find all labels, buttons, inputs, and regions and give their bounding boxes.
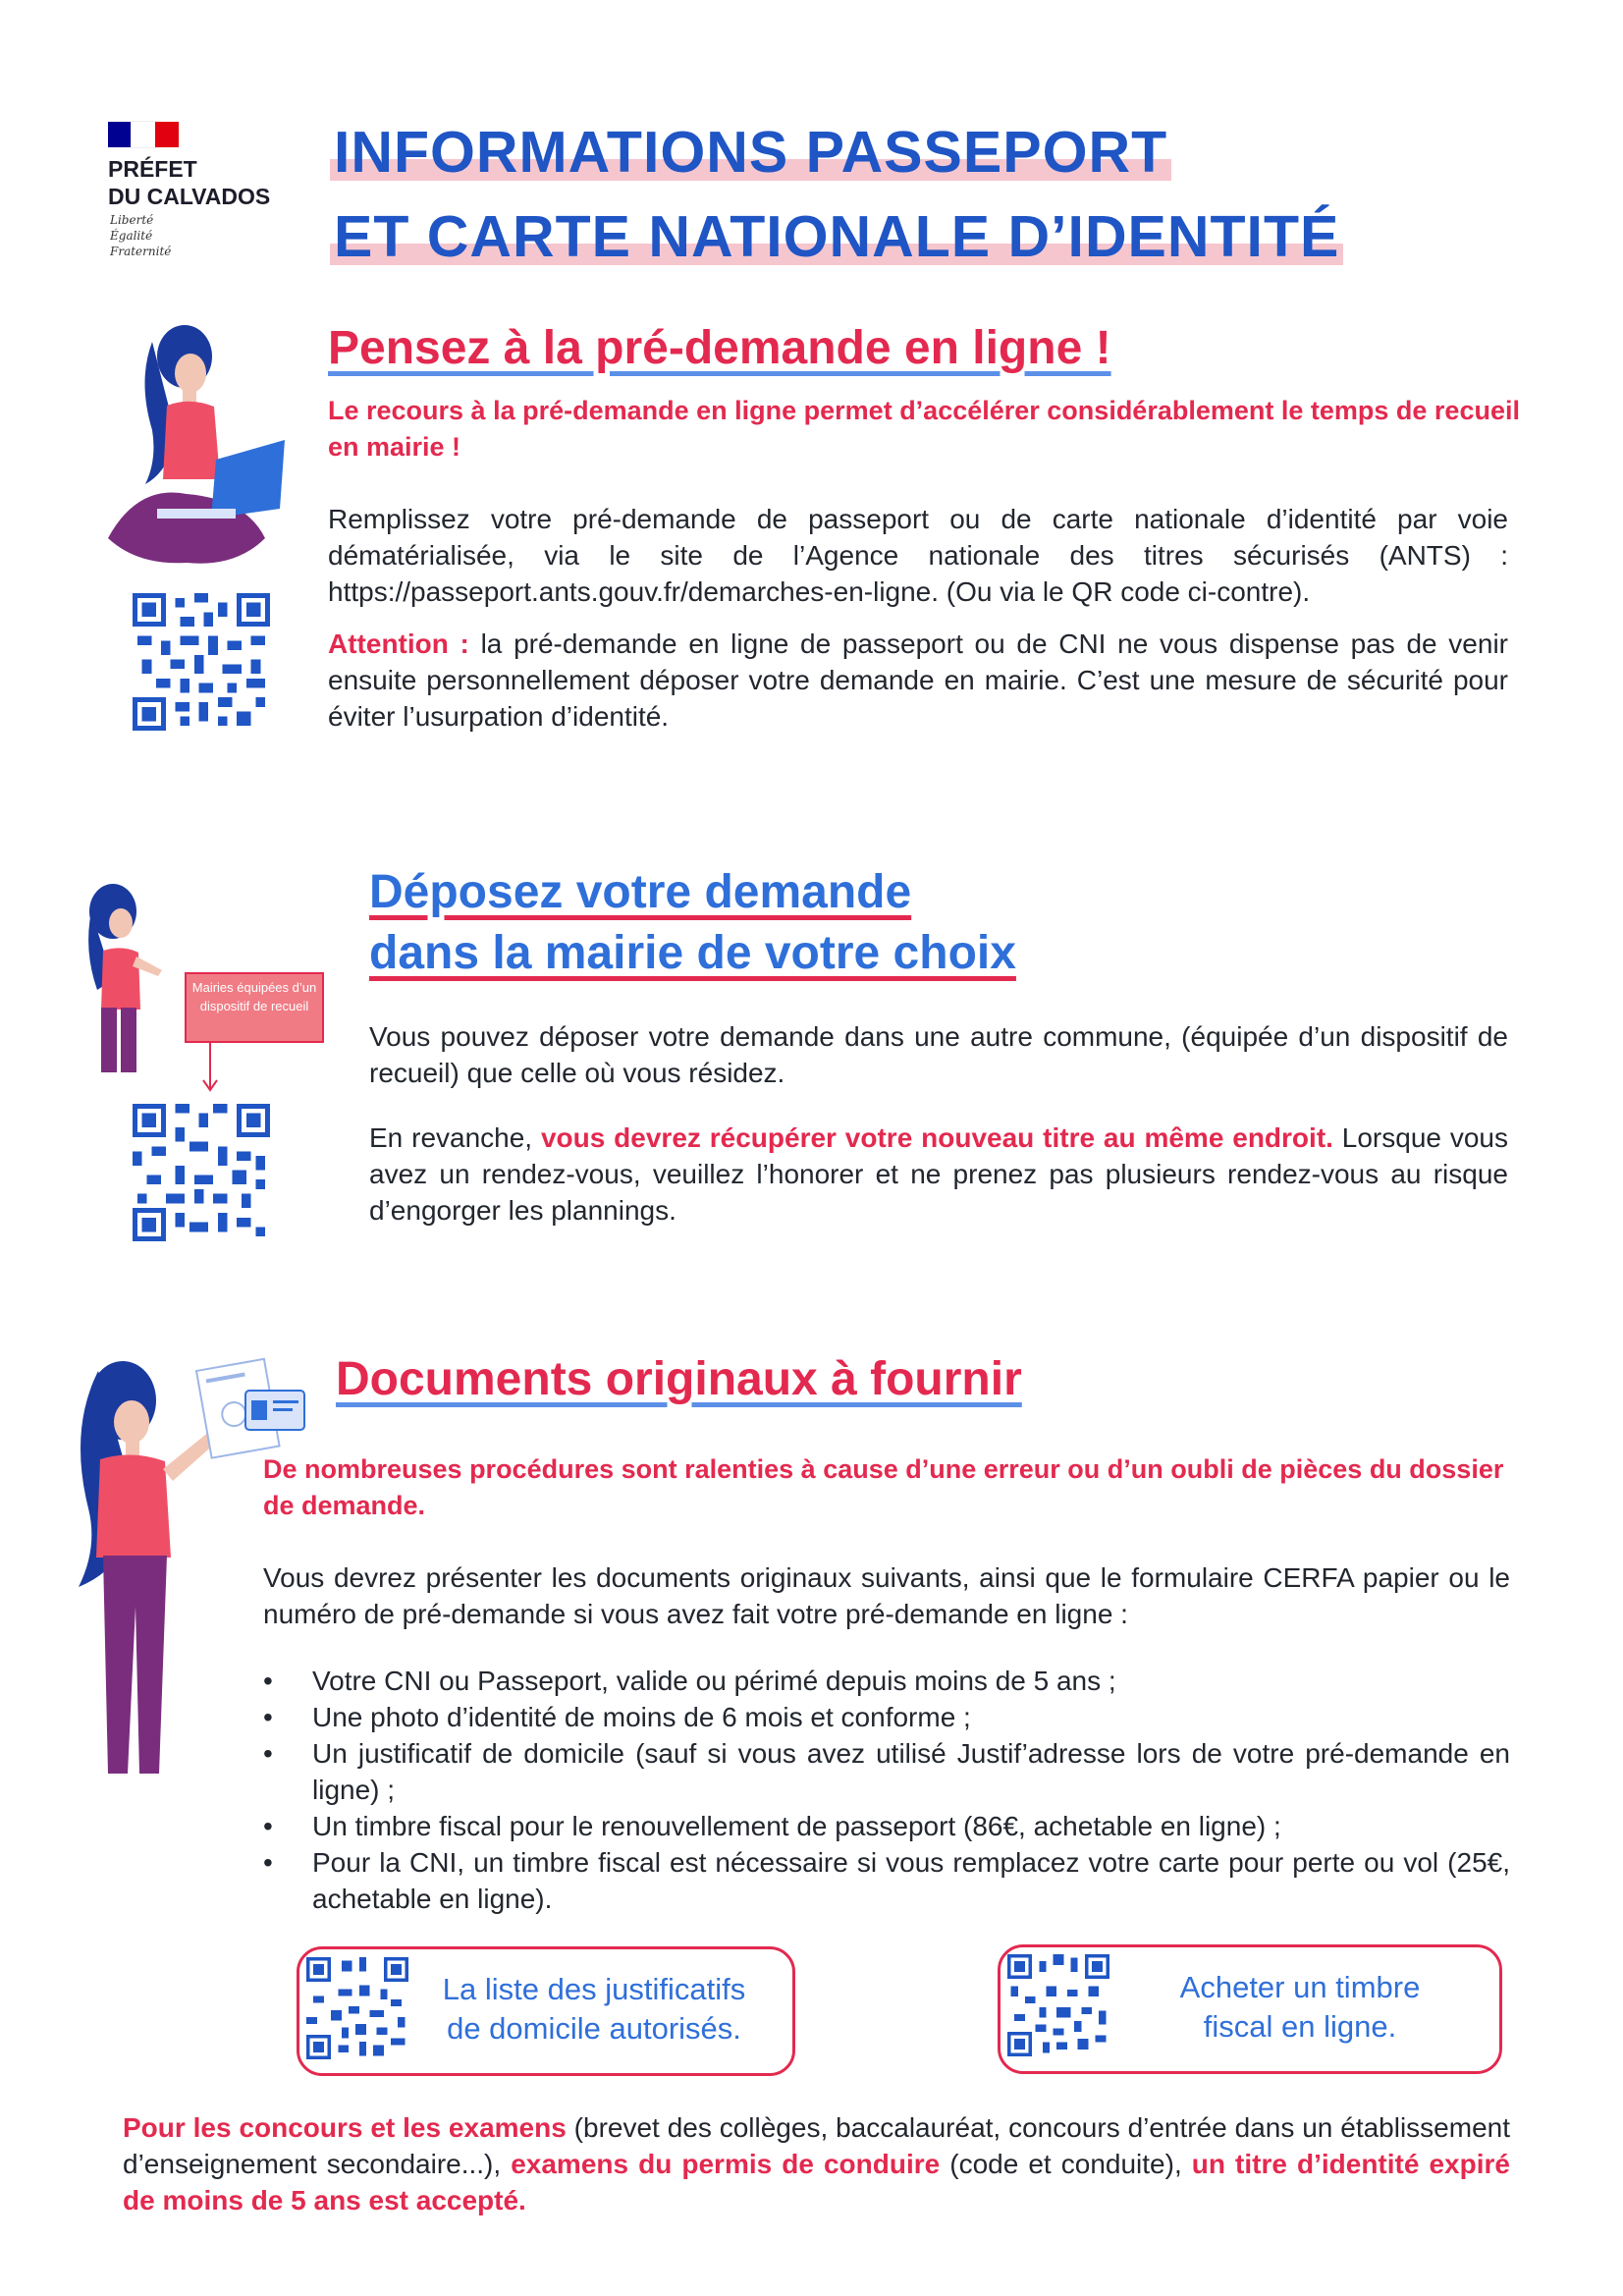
qr-code-ants-icon[interactable] — [133, 593, 270, 731]
list-item: • Pour la CNI, un timbre fiscal est nécessaire si vous remplacez votre carte pour perte ou vol (25€, achetable en ligne). — [263, 1844, 1510, 1917]
footer-part-5: un titre d’identité expiré de moins de 5 ans est accepté. — [123, 2149, 1510, 2215]
attention-text: la pré-demande en ligne de passeport ou de CNI ne vous dispense pas de venir ensuite personnellement déposer votre demande en mairie. C’est une mesure de sécurité pour éviter l’usurpation d’identité. — [328, 629, 1508, 732]
para2-highlight: vous devrez récupérer votre nouveau titre au même endroit. — [540, 1122, 1333, 1153]
section1-lead: Le recours à la pré-demande en ligne permet d’accélérer considérablement le temps de recueil en mairie ! — [328, 396, 1520, 462]
box1-line-2: de domicile autorisés. — [447, 2011, 741, 2046]
para2-start: En revanche, — [369, 1122, 541, 1153]
title-line-2: ET CARTE NATIONALE D’IDENTITÉ — [330, 194, 1343, 279]
page-title — [330, 110, 1343, 279]
required-documents-list — [263, 1663, 1510, 1917]
heading-line-2: dans la mairie de votre choix — [369, 927, 1016, 979]
logo-line-1: PRÉFET — [108, 156, 197, 182]
footer-part-2: (brevet des collèges, baccalauréat, concours d’entrée dans un établissement d’enseignement secondaire...), — [123, 2112, 1511, 2179]
attention-label: Attention : — [328, 629, 469, 659]
section-heading-documents: Documents originaux à fournir — [336, 1353, 1022, 1405]
footer-part-1: Pour les concours et les examens — [123, 2112, 567, 2143]
exam-exception-note — [123, 2109, 1510, 2218]
title-line-1: INFORMATIONS PASSEPORT — [330, 110, 1171, 194]
marianne-flag-logo — [108, 122, 179, 147]
section-heading-deposez — [369, 862, 1016, 984]
republic-motto — [110, 212, 171, 259]
section1-paragraph: Remplissez votre pré-demande de passeport ou de carte nationale d’identité par voie dématérialisée, via le site de l’Agence nationale des titres sécurisés (ANTS) : https://passeport.ants.gouv.fr/demarches-en-ligne. (Ou via le QR code ci-contre). — [328, 504, 1508, 607]
qr-code-mairies-icon[interactable] — [133, 1104, 270, 1241]
list-item: • Un timbre fiscal pour le renouvellement de passeport (86€, achetable en ligne) ; — [263, 1808, 1510, 1844]
timbre-fiscal-link-text[interactable] — [1113, 1968, 1487, 2047]
section2-paragraph-1: Vous pouvez déposer votre demande dans une autre commune, (équipée d’un dispositif de recueil) que celle où vous résidez. — [369, 1021, 1508, 1088]
standing-woman-pointing-illustration — [74, 882, 162, 1074]
footer-part-3: examens du permis de conduire — [511, 2149, 941, 2179]
prefecture-logo-text — [108, 155, 270, 210]
list-item: • Votre CNI ou Passeport, valide ou périmé depuis moins de 5 ans ; — [263, 1663, 1510, 1699]
box2-line-1: Acheter un timbre — [1179, 1970, 1421, 2004]
box2-line-2: fiscal en ligne. — [1203, 2009, 1397, 2044]
motto-liberte: Liberté — [110, 213, 154, 227]
list-item: • Une photo d’identité de moins de 6 mois et conforme ; — [263, 1699, 1510, 1735]
box1-line-1: La liste des justificatifs — [442, 1972, 746, 2006]
section3-intro: Vous devrez présenter les documents originaux suivants, ainsi que le formulaire CERFA papier ou le numéro de pré-demande si vous avez fait votre pré-demande en ligne : — [263, 1562, 1510, 1629]
justificatifs-link-text[interactable] — [412, 1970, 776, 2049]
section2-paragraph-2 — [369, 1120, 1508, 1229]
motto-fraternite: Fraternité — [110, 245, 172, 258]
section1-attention — [328, 626, 1508, 735]
woman-with-laptop-illustration — [98, 312, 285, 577]
arrow-down-icon — [200, 1043, 220, 1092]
mairie-equipped-label: Mairies équipées d’un dispositif de recueil — [185, 972, 324, 1043]
section3-lead: De nombreuses procédures sont ralenties à cause d’une erreur ou d’un oubli de pièces du dossier de demande. — [263, 1454, 1504, 1520]
heading-line-1: Déposez votre demande — [369, 866, 912, 918]
logo-line-2: DU CALVADOS — [108, 184, 271, 209]
qr-code-timbre-fiscal-icon[interactable] — [1007, 1954, 1109, 2056]
section-heading-pre-demande: Pensez à la pré-demande en ligne ! — [328, 322, 1111, 374]
qr-code-justificatifs-icon[interactable] — [306, 1957, 408, 2059]
footer-part-4: (code et conduite), — [940, 2149, 1192, 2179]
para2-end: Lorsque vous avez un rendez-vous, veuillez l’honorer et ne prenez pas plusieurs rendez-vous au risque d’engorger les plannings. — [369, 1122, 1508, 1226]
list-item: • Un justificatif de domicile (sauf si vous avez utilisé Justif’adresse lors de votre pré-demande en ligne) ; — [263, 1735, 1510, 1808]
motto-egalite: Égalité — [110, 229, 153, 243]
